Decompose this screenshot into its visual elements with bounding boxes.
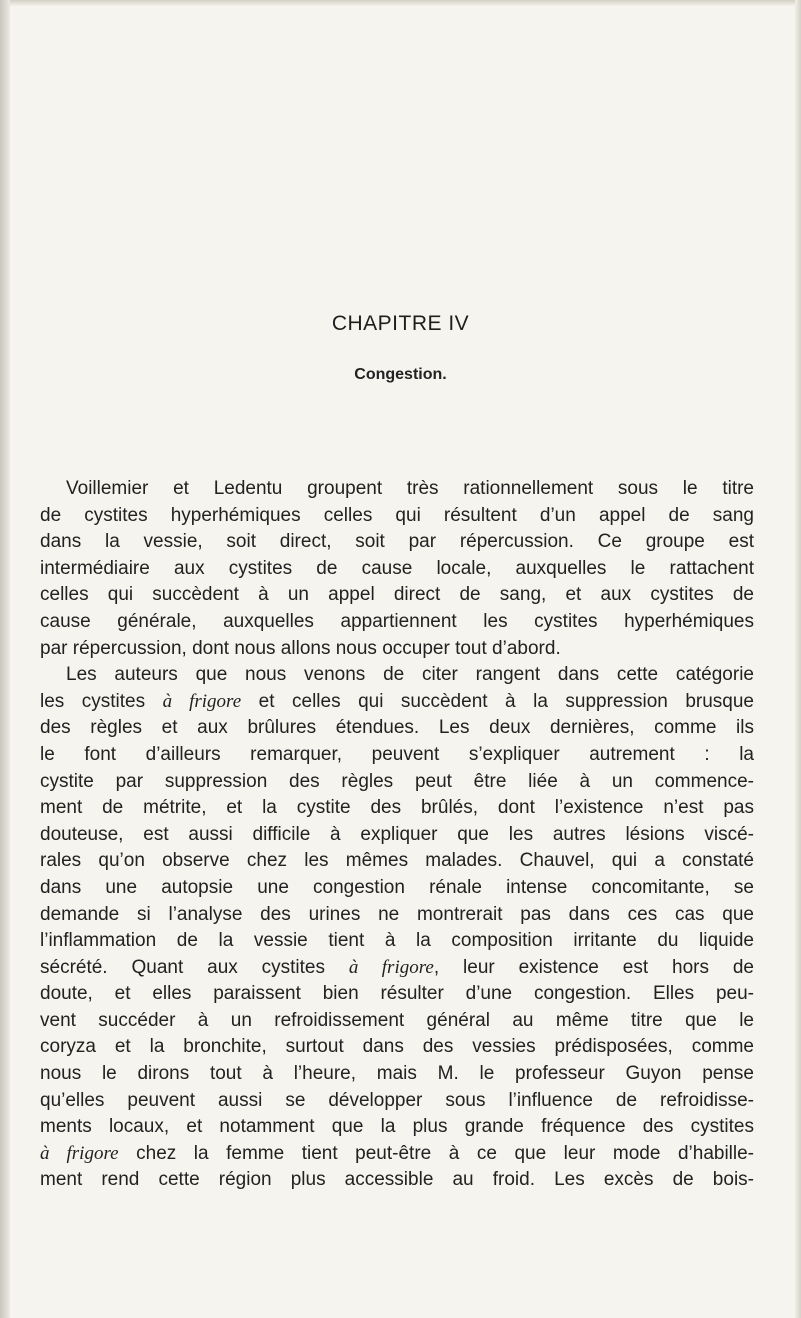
text-line-content: des règles et aux brûlures étendues. Les deux dernières, comme ils <box>40 717 754 739</box>
text-line <box>40 636 754 663</box>
text-line-content: nous le dirons tout à l’heure, mais M. le professeur Guyon pense <box>40 1063 754 1085</box>
text-line-content: coryza et la bronchite, surtout dans des vessies prédisposées, comme <box>40 1036 754 1058</box>
chapter-title: CHAPITRE IV <box>331 312 470 335</box>
text-line-content: ment de métrite, et la cystite des brûlés, dont l’existence n’est pas <box>40 797 754 819</box>
text-line <box>40 875 754 902</box>
text-line <box>40 582 754 609</box>
text-line <box>40 795 754 822</box>
text-line <box>40 529 754 556</box>
text-line-post: chez la femme tient peut-être à ce que leur mode d’habille- <box>118 1142 755 1164</box>
text-line-content: dans la vessie, soit direct, soit par répercussion. Ce groupe est <box>40 531 754 553</box>
text-line <box>40 822 754 849</box>
page-right-edge <box>795 0 801 1318</box>
text-line <box>40 955 754 982</box>
text-line-content: de cystites hyperhémiques celles qui résultent d’un appel de sang <box>40 504 754 526</box>
text-line-post: , leur existence est hors de <box>433 956 754 978</box>
text-line <box>40 1034 754 1061</box>
text-line-content: Les auteurs que nous venons de citer rangent dans cette catégorie <box>66 664 754 686</box>
text-line <box>40 928 754 955</box>
italic-term: à frigore <box>40 1142 119 1164</box>
text-line-content: Voillemier et Ledentu groupent très rationnellement sous le titre <box>66 478 754 499</box>
text-line <box>40 715 754 742</box>
text-line-content: l’inflammation de la vessie tient à la composition irritante du liquide <box>40 930 754 952</box>
text-line <box>40 742 754 769</box>
text-line <box>40 1167 754 1194</box>
page-left-edge <box>0 0 10 1318</box>
text-line-post: et celles qui succèdent à la suppression brusque <box>241 690 754 712</box>
text-line <box>40 476 754 503</box>
italic-term: à frigore <box>162 690 242 712</box>
text-line <box>40 1008 754 1035</box>
text-line-content: demande si l’analyse des urines ne montrerait pas dans ces cas que <box>40 903 754 925</box>
text-line <box>40 902 754 929</box>
text-line-content: celles qui succèdent à un appel direct de sang, et aux cystites de <box>40 584 754 606</box>
page-top-edge <box>0 0 801 6</box>
text-line <box>40 848 754 875</box>
text-line-content: cystite par suppression des règles peut être liée à un commence- <box>40 770 754 792</box>
text-line-content: vent succéder à un refroidissement général au même titre que le <box>40 1009 754 1031</box>
text-line-content: qu’elles peuvent aussi se développer sous l’influence de refroidisse- <box>40 1089 754 1111</box>
text-line <box>40 689 754 716</box>
text-line <box>40 1141 754 1168</box>
text-line-content: ments locaux, et notamment que la plus grande fréquence des cystites <box>40 1116 754 1138</box>
text-line <box>40 1114 754 1141</box>
text-line <box>40 662 754 689</box>
text-line-pre: les cystites <box>40 690 163 712</box>
text-line-content: le font d’ailleurs remarquer, peuvent s’expliquer autrement : la <box>40 743 754 765</box>
text-line-content: par répercussion, dont nous allons nous occuper tout d’abord. <box>40 637 561 659</box>
text-line-pre: sécrété. Quant aux cystites <box>40 956 349 978</box>
text-line-content: dans une autopsie une congestion rénale intense concomitante, se <box>40 876 754 898</box>
text-line <box>40 556 754 583</box>
text-line-content: doute, et elles paraissent bien résulter d’une congestion. Elles peu- <box>40 983 754 1005</box>
text-line-content: intermédiaire aux cystites de cause locale, auxquelles le rattachent <box>40 557 754 579</box>
section-title: Congestion. <box>354 366 447 383</box>
text-line-content: douteuse, est aussi difficile à expliquer que les autres lésions viscé- <box>40 823 754 845</box>
text-line-content: ment rend cette région plus accessible au froid. Les excès de bois- <box>40 1169 754 1191</box>
text-line <box>40 609 754 636</box>
body-text <box>40 476 754 1194</box>
text-line <box>40 503 754 530</box>
text-line <box>40 981 754 1008</box>
text-line-content: rales qu’on observe chez les mêmes malades. Chauvel, qui a constaté <box>40 850 754 872</box>
italic-term: à frigore <box>348 956 434 978</box>
text-line <box>40 1088 754 1115</box>
text-line <box>40 769 754 796</box>
text-line-content: cause générale, auxquelles appartiennent les cystites hyperhémiques <box>40 610 754 632</box>
text-line <box>40 1061 754 1088</box>
